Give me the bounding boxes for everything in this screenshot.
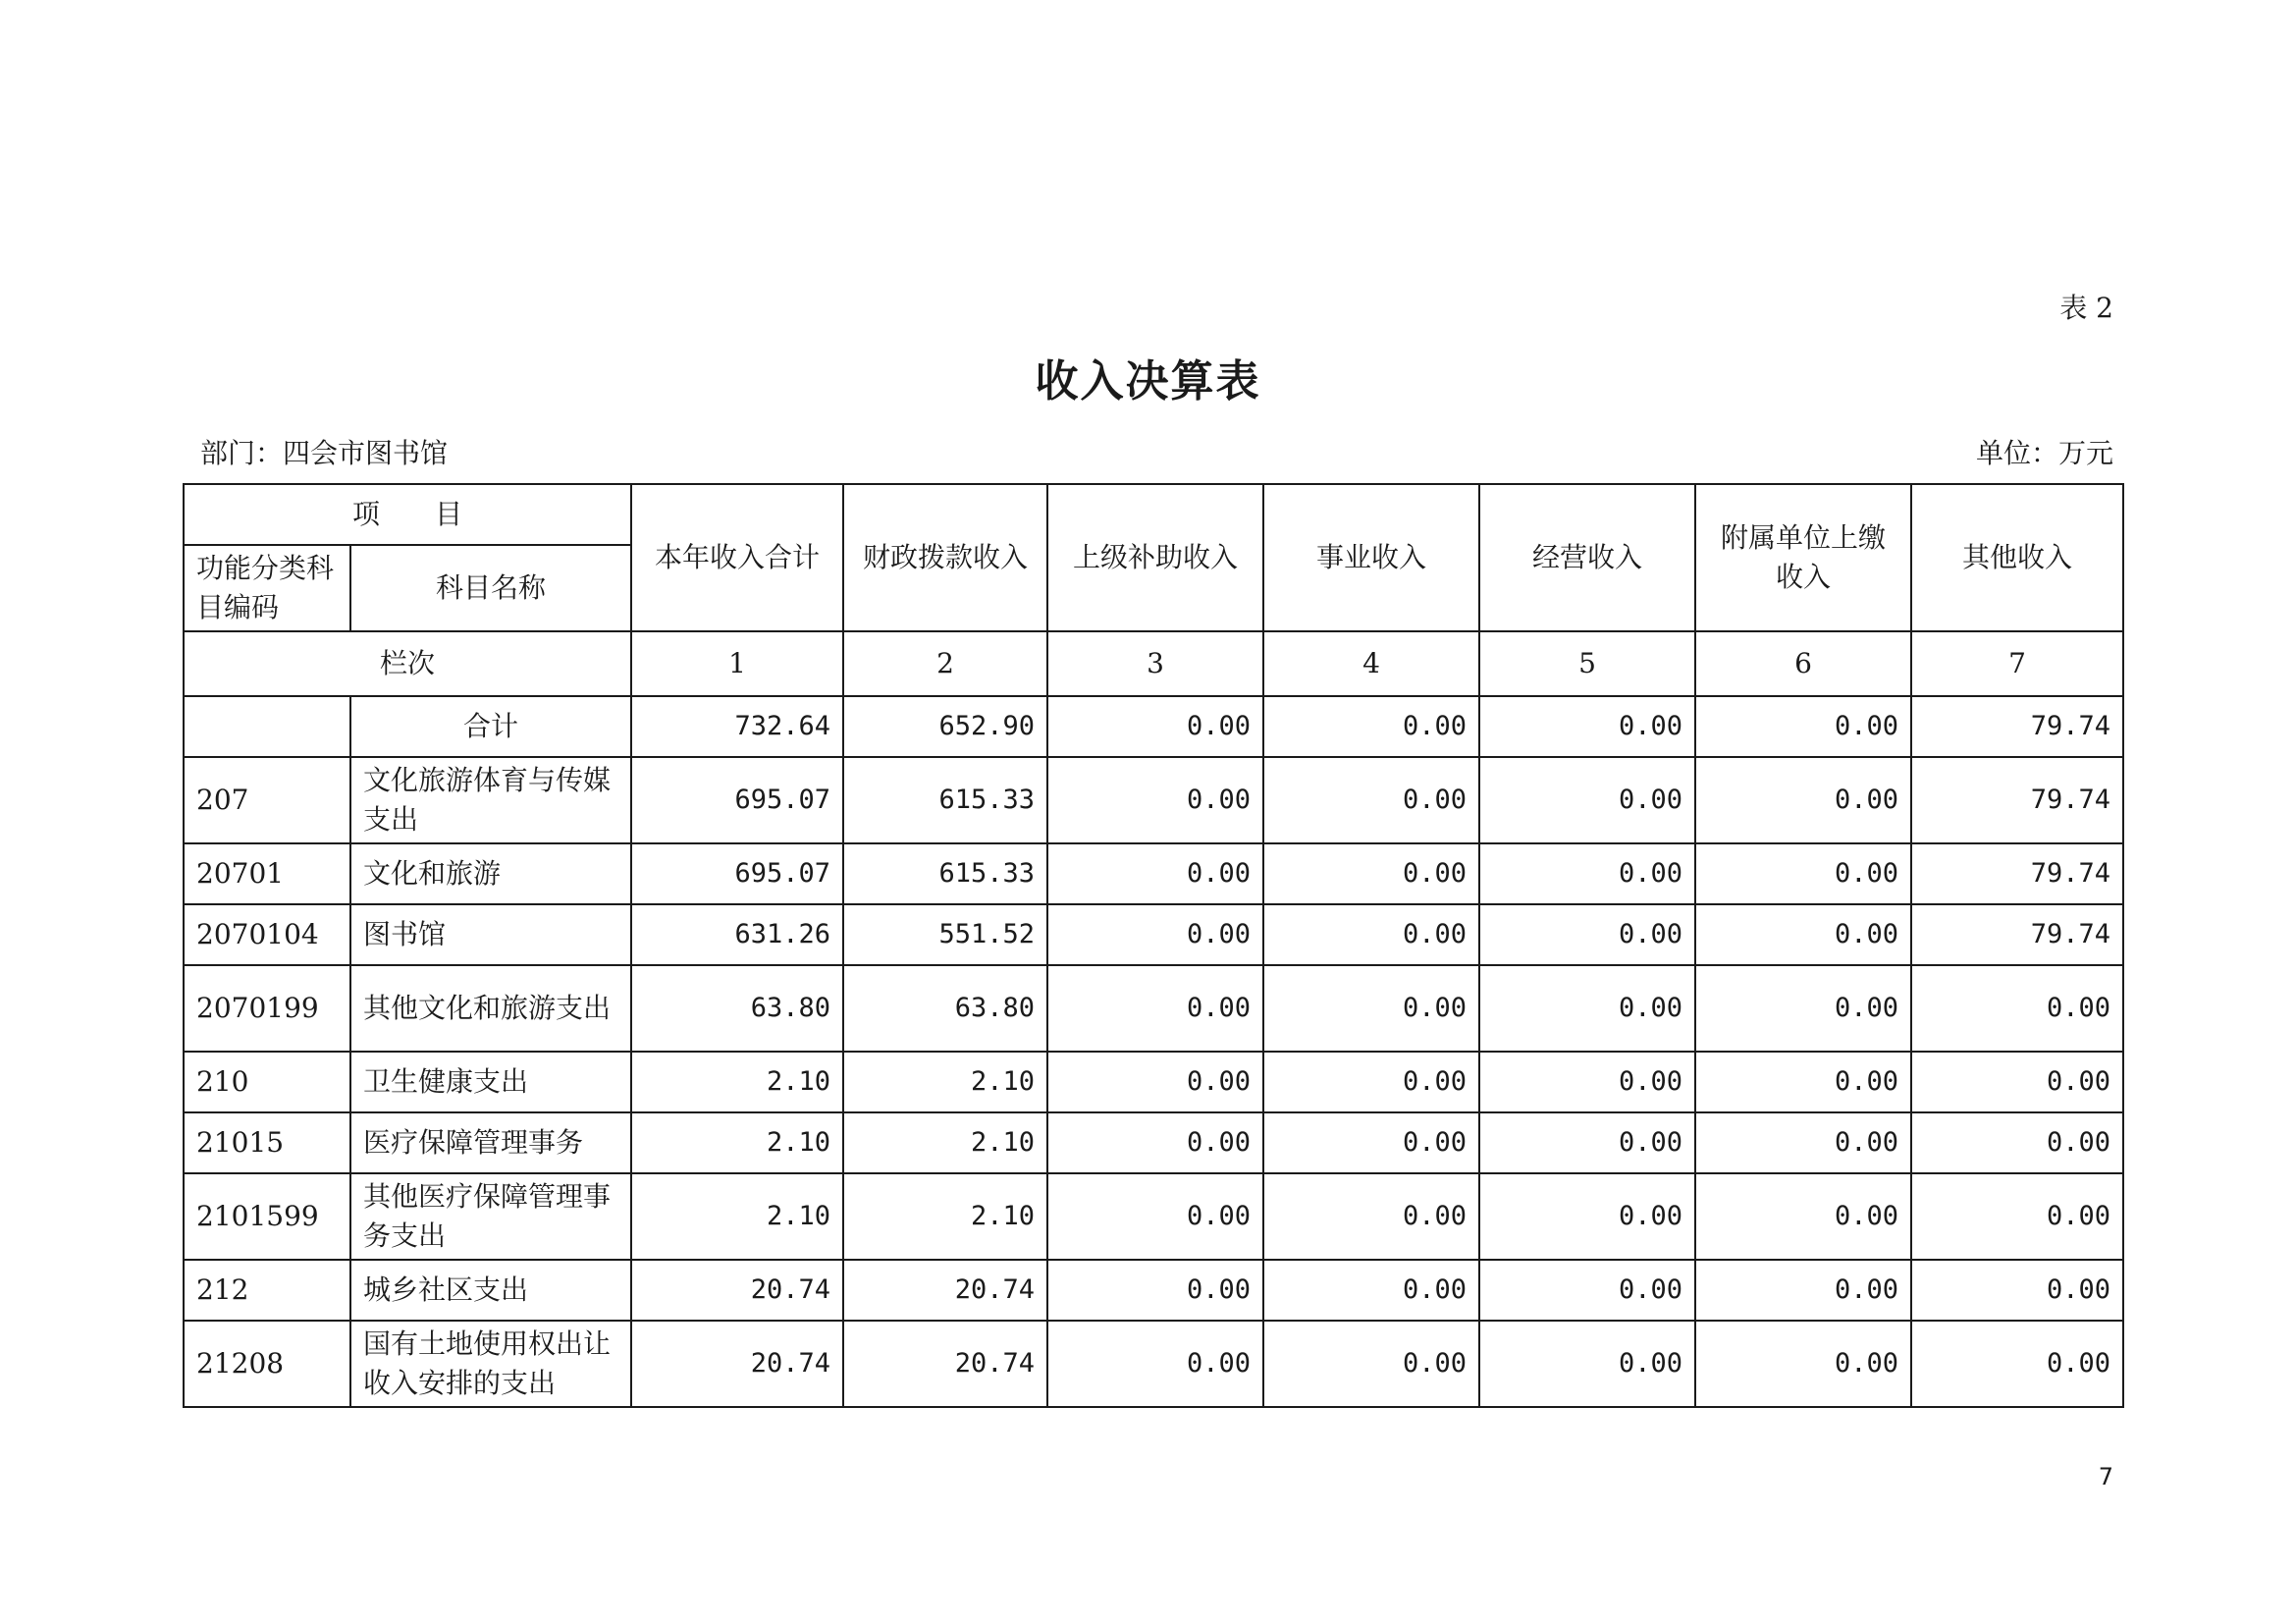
header-row-1 [184, 484, 2123, 545]
amount-cell: 0.00 [1263, 904, 1479, 965]
unit-label: 单位：万元 [1975, 437, 2113, 469]
lanci-number: 2 [843, 631, 1047, 696]
amount-cell: 0.00 [1911, 1112, 2123, 1173]
subject-code: 20701 [184, 843, 350, 904]
amount-cell: 0.00 [1695, 965, 1911, 1052]
amount-cell: 0.00 [1047, 1052, 1263, 1112]
amount-cell: 0.00 [1479, 1260, 1695, 1321]
lanci-row [184, 631, 2123, 696]
subject-name: 其他医疗保障管理事务支出 [350, 1173, 631, 1260]
amount-cell: 0.00 [1479, 757, 1695, 843]
amount-cell: 0.00 [1911, 1260, 2123, 1321]
amount-cell: 2.10 [843, 1173, 1047, 1260]
document-title: 收入决算表 [1035, 356, 1261, 406]
column-header-other: 其他收入 [1911, 484, 2123, 631]
amount-cell: 695.07 [631, 757, 843, 843]
amount-cell: 2.10 [631, 1173, 843, 1260]
table-row [184, 843, 2123, 904]
amount-cell: 0.00 [1263, 1321, 1479, 1407]
table-row [184, 1173, 2123, 1260]
amount-cell: 631.26 [631, 904, 843, 965]
lanci-number: 5 [1479, 631, 1695, 696]
amount-cell: 79.74 [1911, 696, 2123, 757]
code-column-header: 功能分类科目编码 [184, 545, 350, 631]
column-header-affiliated: 附属单位上缴收入 [1695, 484, 1911, 631]
amount-cell: 0.00 [1047, 904, 1263, 965]
amount-cell: 20.74 [631, 1321, 843, 1407]
amount-cell: 0.00 [1479, 1321, 1695, 1407]
amount-cell: 0.00 [1047, 1173, 1263, 1260]
name-column-header: 科目名称 [350, 545, 631, 631]
project-header: 项 目 [184, 484, 631, 545]
amount-cell: 63.80 [843, 965, 1047, 1052]
amount-cell: 615.33 [843, 843, 1047, 904]
table-row [184, 904, 2123, 965]
amount-cell: 652.90 [843, 696, 1047, 757]
page-number: 7 [2098, 1463, 2113, 1490]
amount-cell: 0.00 [1047, 757, 1263, 843]
amount-cell: 0.00 [1263, 757, 1479, 843]
amount-cell: 0.00 [1047, 1321, 1263, 1407]
amount-cell: 0.00 [1695, 1112, 1911, 1173]
amount-cell: 79.74 [1911, 757, 2123, 843]
column-header-business: 事业收入 [1263, 484, 1479, 631]
subject-name: 图书馆 [350, 904, 631, 965]
amount-cell: 0.00 [1911, 1173, 2123, 1260]
amount-cell: 0.00 [1479, 1112, 1695, 1173]
amount-cell: 0.00 [1263, 1260, 1479, 1321]
table-row [184, 1260, 2123, 1321]
subject-code: 207 [184, 757, 350, 843]
amount-cell: 0.00 [1263, 965, 1479, 1052]
amount-cell: 0.00 [1695, 1321, 1911, 1407]
amount-cell: 0.00 [1695, 696, 1911, 757]
amount-cell: 0.00 [1479, 696, 1695, 757]
lanci-label: 栏次 [184, 631, 631, 696]
subject-code [184, 696, 350, 757]
subject-code: 21015 [184, 1112, 350, 1173]
amount-cell: 20.74 [843, 1260, 1047, 1321]
amount-cell: 0.00 [1047, 965, 1263, 1052]
amount-cell: 0.00 [1911, 1052, 2123, 1112]
subject-code: 2101599 [184, 1173, 350, 1260]
amount-cell: 2.10 [843, 1112, 1047, 1173]
amount-cell: 0.00 [1479, 1173, 1695, 1260]
amount-cell: 63.80 [631, 965, 843, 1052]
amount-cell: 551.52 [843, 904, 1047, 965]
amount-cell: 79.74 [1911, 843, 2123, 904]
amount-cell: 0.00 [1263, 1112, 1479, 1173]
table-row [184, 965, 2123, 1052]
subject-name: 医疗保障管理事务 [350, 1112, 631, 1173]
column-header-total: 本年收入合计 [631, 484, 843, 631]
amount-cell: 2.10 [631, 1112, 843, 1173]
subject-name: 其他文化和旅游支出 [350, 965, 631, 1052]
table-row [184, 696, 2123, 757]
amount-cell: 0.00 [1047, 1112, 1263, 1173]
amount-cell: 2.10 [843, 1052, 1047, 1112]
subject-name: 文化和旅游 [350, 843, 631, 904]
amount-cell: 0.00 [1479, 843, 1695, 904]
lanci-number: 1 [631, 631, 843, 696]
subject-code: 2070104 [184, 904, 350, 965]
subject-code: 212 [184, 1260, 350, 1321]
amount-cell: 20.74 [843, 1321, 1047, 1407]
subject-code: 21208 [184, 1321, 350, 1407]
amount-cell: 0.00 [1695, 1052, 1911, 1112]
amount-cell: 0.00 [1263, 843, 1479, 904]
subject-name: 合计 [350, 696, 631, 757]
subject-name: 国有土地使用权出让收入安排的支出 [350, 1321, 631, 1407]
department-label: 部门：四会市图书馆 [200, 437, 449, 469]
amount-cell: 0.00 [1911, 965, 2123, 1052]
table-row [184, 757, 2123, 843]
amount-cell: 615.33 [843, 757, 1047, 843]
amount-cell: 0.00 [1695, 1260, 1911, 1321]
amount-cell: 732.64 [631, 696, 843, 757]
table-label: 表 2 [2059, 292, 2113, 324]
amount-cell: 0.00 [1047, 1260, 1263, 1321]
table-row [184, 1321, 2123, 1407]
amount-cell: 0.00 [1479, 904, 1695, 965]
amount-cell: 0.00 [1479, 1052, 1695, 1112]
subject-code: 210 [184, 1052, 350, 1112]
amount-cell: 0.00 [1695, 843, 1911, 904]
amount-cell: 695.07 [631, 843, 843, 904]
amount-cell: 0.00 [1695, 1173, 1911, 1260]
amount-cell: 79.74 [1911, 904, 2123, 965]
table-row [184, 1052, 2123, 1112]
amount-cell: 0.00 [1047, 843, 1263, 904]
subject-code: 2070199 [184, 965, 350, 1052]
amount-cell: 20.74 [631, 1260, 843, 1321]
lanci-number: 3 [1047, 631, 1263, 696]
income-statement-table [183, 483, 2124, 1408]
amount-cell: 0.00 [1479, 965, 1695, 1052]
amount-cell: 0.00 [1911, 1321, 2123, 1407]
subject-name: 卫生健康支出 [350, 1052, 631, 1112]
lanci-number: 7 [1911, 631, 2123, 696]
table-row [184, 1112, 2123, 1173]
amount-cell: 0.00 [1263, 696, 1479, 757]
amount-cell: 0.00 [1695, 904, 1911, 965]
amount-cell: 2.10 [631, 1052, 843, 1112]
subject-name: 文化旅游体育与传媒支出 [350, 757, 631, 843]
amount-cell: 0.00 [1695, 757, 1911, 843]
amount-cell: 0.00 [1047, 696, 1263, 757]
column-header-fiscal: 财政拨款收入 [843, 484, 1047, 631]
amount-cell: 0.00 [1263, 1173, 1479, 1260]
amount-cell: 0.00 [1263, 1052, 1479, 1112]
column-header-superior-subsidy: 上级补助收入 [1047, 484, 1263, 631]
subject-name: 城乡社区支出 [350, 1260, 631, 1321]
lanci-number: 6 [1695, 631, 1911, 696]
lanci-number: 4 [1263, 631, 1479, 696]
column-header-operating: 经营收入 [1479, 484, 1695, 631]
